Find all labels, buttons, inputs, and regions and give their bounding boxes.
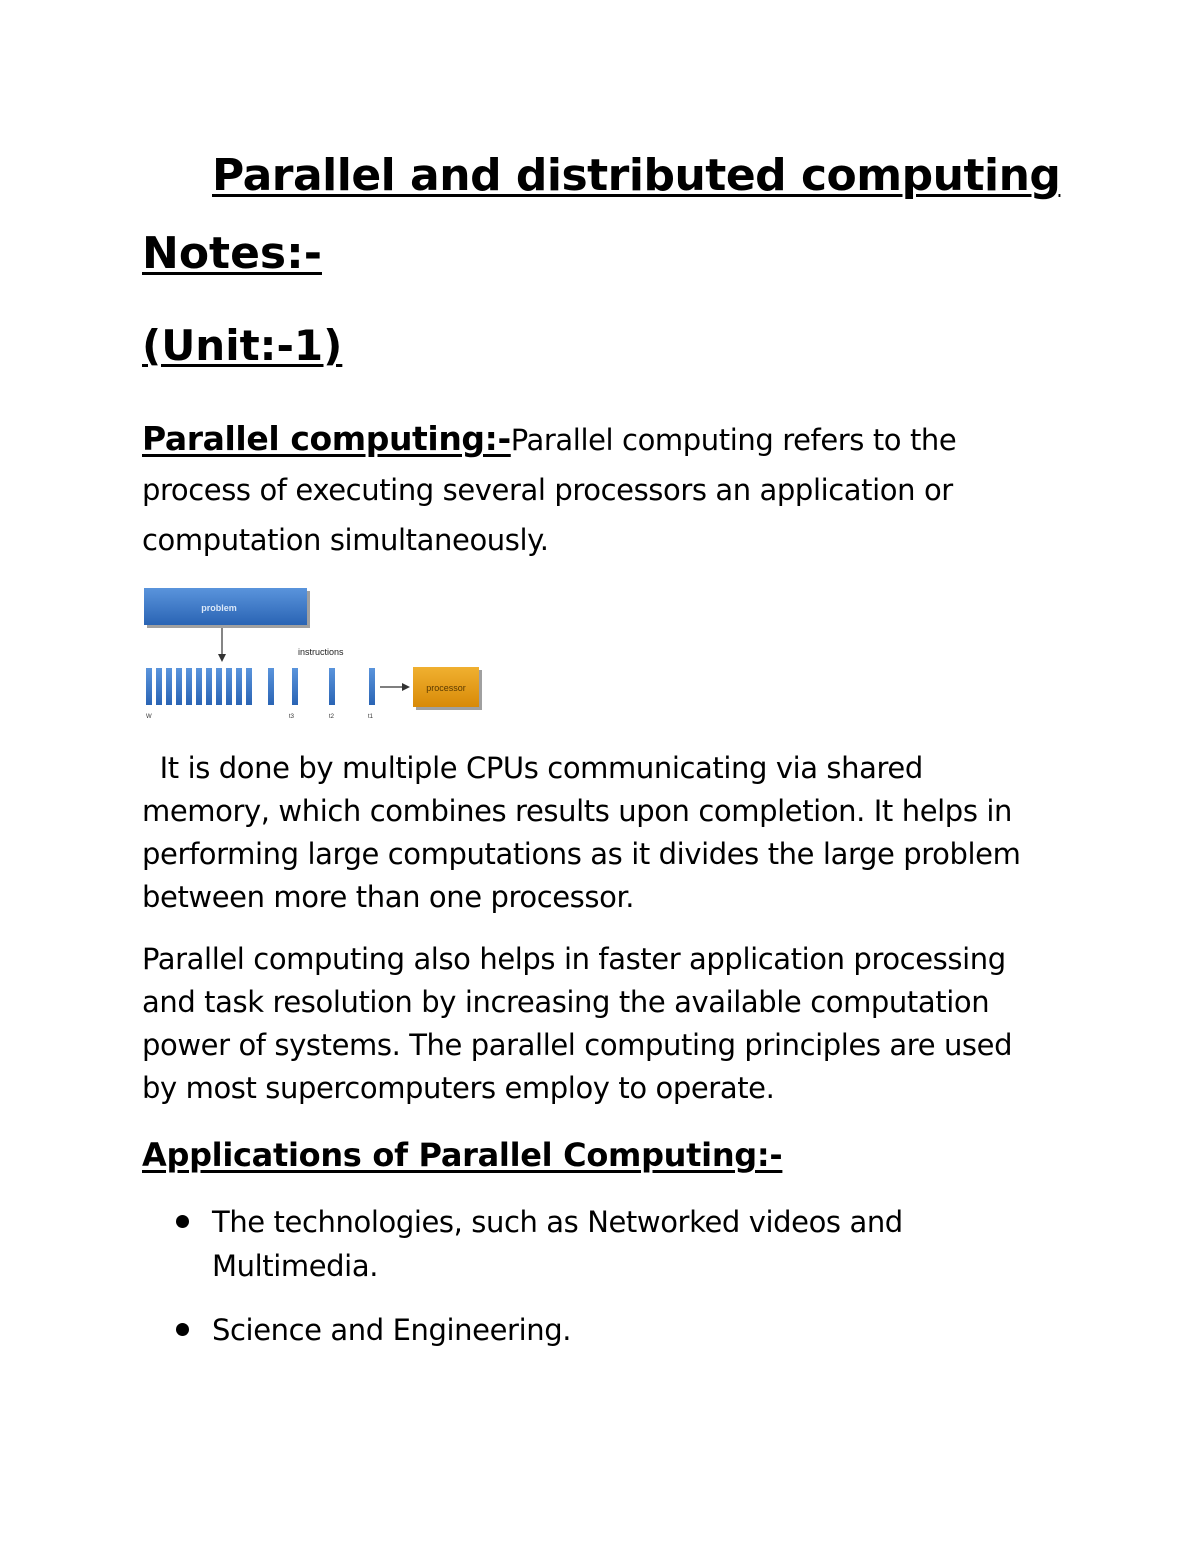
tick-label-t1: t1	[368, 714, 374, 720]
paragraph-1-line-1: It is done by multiple CPUs communicating via shared	[142, 751, 923, 785]
instruction-bar	[146, 668, 152, 705]
applications-list	[142, 1200, 1042, 1372]
paragraph-2-line-1: Parallel computing also helps in faster application processing	[142, 942, 1006, 976]
problem-label: problem	[201, 603, 237, 613]
instruction-bar	[206, 668, 212, 705]
paragraph-2-line-3: power of systems. The parallel computing principles are used	[142, 1028, 1013, 1062]
definition-text-3: computation simultaneously.	[142, 523, 549, 557]
instruction-bar	[156, 668, 162, 705]
tick-label-w: W	[146, 714, 152, 720]
tick-label-t2: t2	[329, 714, 335, 720]
definition-first-line	[142, 414, 1042, 465]
instruction-bar	[186, 668, 192, 705]
instruction-bar	[166, 668, 172, 705]
instruction-bar	[268, 668, 274, 705]
instruction-bar	[246, 668, 252, 705]
definition-paragraph	[142, 414, 1042, 565]
instruction-bar	[236, 668, 242, 705]
list-item	[142, 1308, 1042, 1352]
definition-text-2: process of executing several processors an application or	[142, 473, 953, 507]
instruction-bar	[369, 668, 375, 705]
right-arrow-head	[402, 683, 410, 691]
tick-label-t3: t3	[289, 714, 295, 720]
applications-heading: Applications of Parallel Computing:-	[142, 1136, 783, 1174]
paragraph-2-line-4: by most supercomputers employ to operate.	[142, 1071, 775, 1105]
down-arrow-head	[218, 654, 226, 662]
instruction-bar	[176, 668, 182, 705]
unit-heading: (Unit:-1)	[142, 321, 343, 370]
instruction-bar	[226, 668, 232, 705]
instruction-bar	[196, 668, 202, 705]
paragraph-2	[142, 938, 1042, 1110]
notes-heading: Notes:-	[142, 228, 322, 279]
bullet-icon	[176, 1323, 189, 1336]
instructions-label: instructions	[298, 647, 344, 657]
instruction-bars	[146, 668, 375, 705]
document-title: Parallel and distributed computing	[212, 150, 1061, 201]
list-item-text: Science and Engineering.	[212, 1313, 572, 1347]
definition-lead: Parallel computing:-	[142, 419, 511, 458]
paragraph-1-line-3: performing large computations as it divides the large problem	[142, 837, 1021, 871]
bullet-icon	[176, 1215, 189, 1228]
instruction-bar	[292, 668, 298, 705]
processor-label: processor	[426, 683, 466, 693]
definition-text-1: Parallel computing refers to the	[510, 423, 957, 457]
paragraph-1	[142, 747, 1042, 919]
paragraph-1-line-2: memory, which combines results upon completion. It helps in	[142, 794, 1012, 828]
instruction-bar	[329, 668, 335, 705]
instruction-bar	[216, 668, 222, 705]
paragraph-1-line-4: between more than one processor.	[142, 880, 635, 914]
parallel-computing-diagram	[140, 584, 490, 722]
paragraph-2-line-2: and task resolution by increasing the available computation	[142, 985, 990, 1019]
list-item-text: The technologies, such as Networked videos and Multimedia.	[212, 1205, 903, 1283]
list-item	[142, 1200, 1042, 1288]
